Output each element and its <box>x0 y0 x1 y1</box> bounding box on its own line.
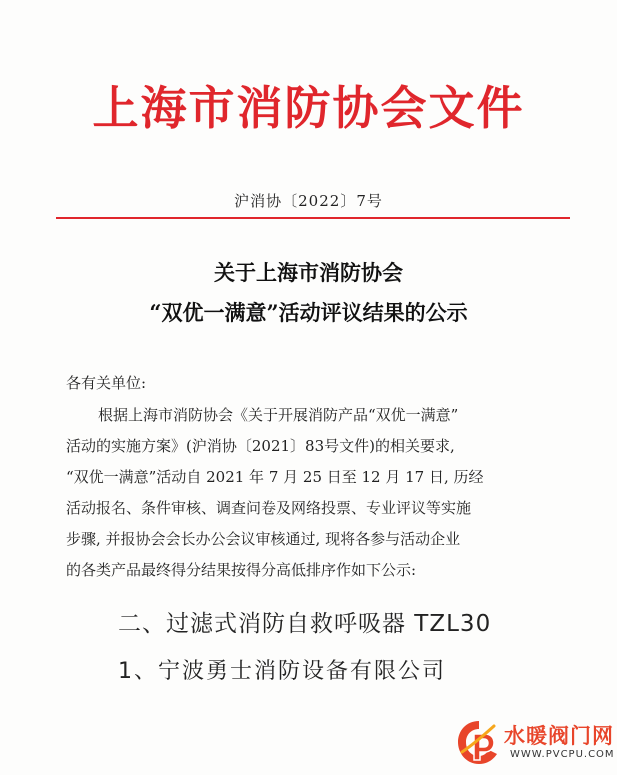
body-line: 根据上海市消防协会《关于开展消防产品“双优一满意” <box>98 406 459 424</box>
document-title <box>0 253 617 333</box>
watermark-brand: 水暖阀门网 <box>504 724 614 748</box>
body-paragraph <box>66 400 566 586</box>
document-title-line: 关于上海市消防协会 <box>214 260 403 285</box>
document-number: 沪消协〔2022〕7号 <box>234 192 383 210</box>
body-line: 活动的实施方案》(沪消协〔2021〕83号文件)的相关要求, <box>66 437 455 455</box>
watermark <box>454 718 614 770</box>
watermark-logo-icon <box>454 718 504 768</box>
salutation: 各有关单位: <box>66 374 147 392</box>
document-title-line: “双优一满意”活动评议结果的公示 <box>149 300 468 325</box>
body-line: “双优一满意”活动自 2021 年 7 月 25 日至 12 月 17 日, 历经 <box>66 468 484 486</box>
header-title: 上海市消防协会文件 <box>92 81 525 135</box>
body-line: 步骤, 并报协会会长办公会议审核通过, 现将各参与活动企业 <box>66 530 461 548</box>
body-line: 活动报名、条件审核、调查问卷及网络投票、专业评议等实施 <box>66 499 472 517</box>
watermark-url: WWW.PVCPU.COM <box>510 749 615 760</box>
body-line: 的各类产品最终得分结果按得分高低排序作如下公示: <box>66 561 417 579</box>
red-divider <box>56 217 570 219</box>
section-heading: 二、过滤式消防自救呼吸器 TZL30 <box>118 611 492 637</box>
company-entry: 1、宁波勇士消防设备有限公司 <box>118 659 446 684</box>
